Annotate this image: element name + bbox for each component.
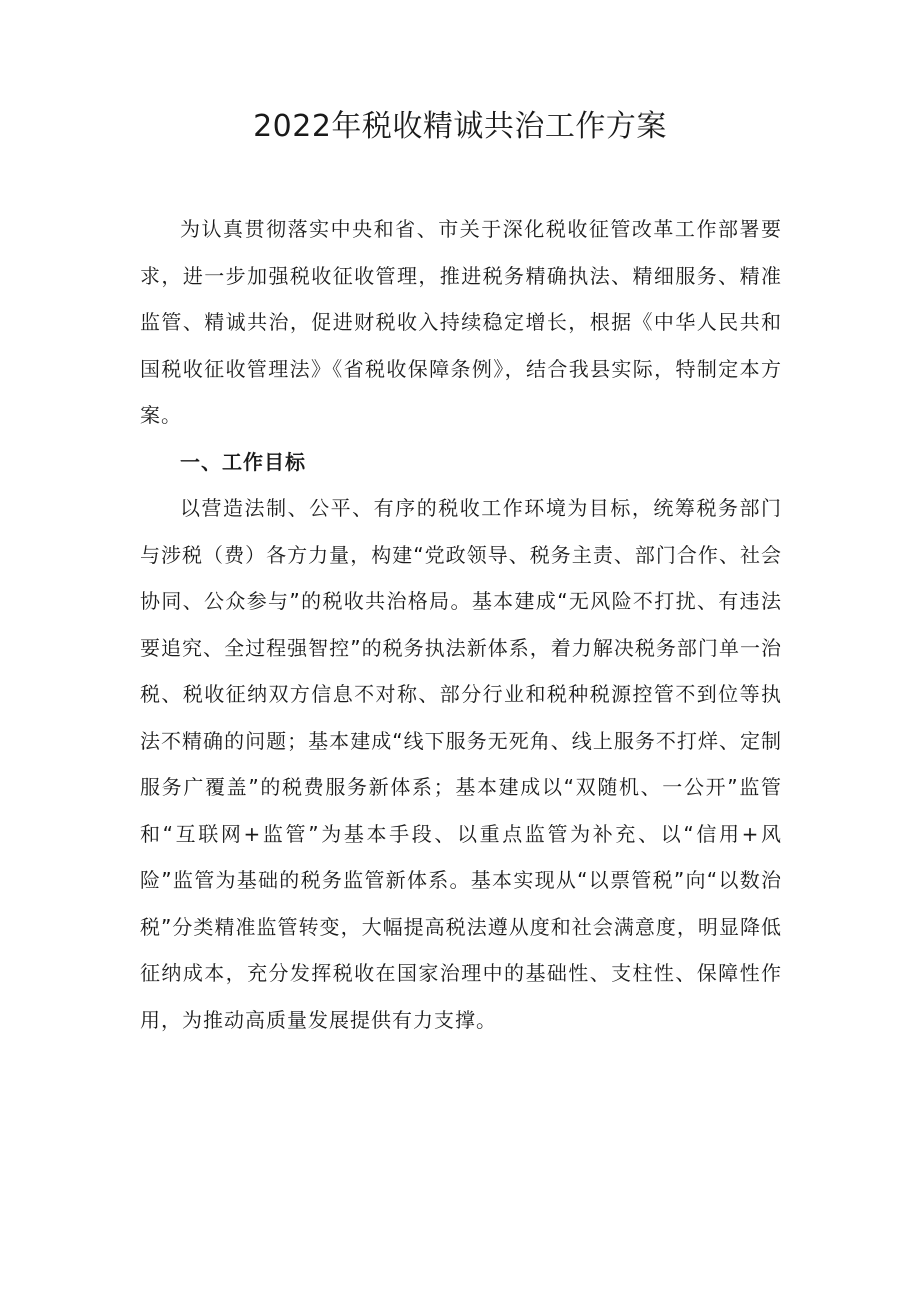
- section-heading-work-goals: 一、工作目标: [180, 449, 306, 474]
- document-body: [140, 206, 782, 1043]
- section-body-work-goals: 以营造法制、公平、有序的税收工作环境为目标，统筹税务部门与涉税（费）各方力量，构建“党政领导、税务主责、部门合作、社会协同、公众参与”的税收共治格局。基本建成“无风险不打扰、有违法要追究、全过程强智控”的税务执法新体系，着力解决税务部门单一治税、税收征纳双方信息不对称、部分行业和税种税源控管不到位等执法不精确的问题；基本建成“线下服务无死角、线上服务不打烊、定制服务广覆盖”的税费服务新体系；基本建成以“双随机、一公开”监管和“互联网+监管”为基本手段、以重点监管为补充、以“信用+风险”监管为基础的税务监管新体系。基本实现从“以票管税”向“以数治税”分类精准监管转变，大幅提高税法遵从度和社会满意度，明显降低征纳成本，充分发挥税收在国家治理中的基础性、支柱性、保障性作用，为推动高质量发展提供有力支撑。: [140, 496, 782, 1032]
- intro-paragraph: 为认真贯彻落实中央和省、市关于深化税收征管改革工作部署要求，进一步加强税收征收管理，推进税务精确执法、精细服务、精准监管、精诚共治，促进财税收入持续稳定增长，根据《中华人民共和国税收征收管理法》《省税收保障条例》，结合我县实际，特制定本方案。: [140, 217, 782, 427]
- document-title: 2022年税收精诚共治工作方案: [253, 109, 667, 144]
